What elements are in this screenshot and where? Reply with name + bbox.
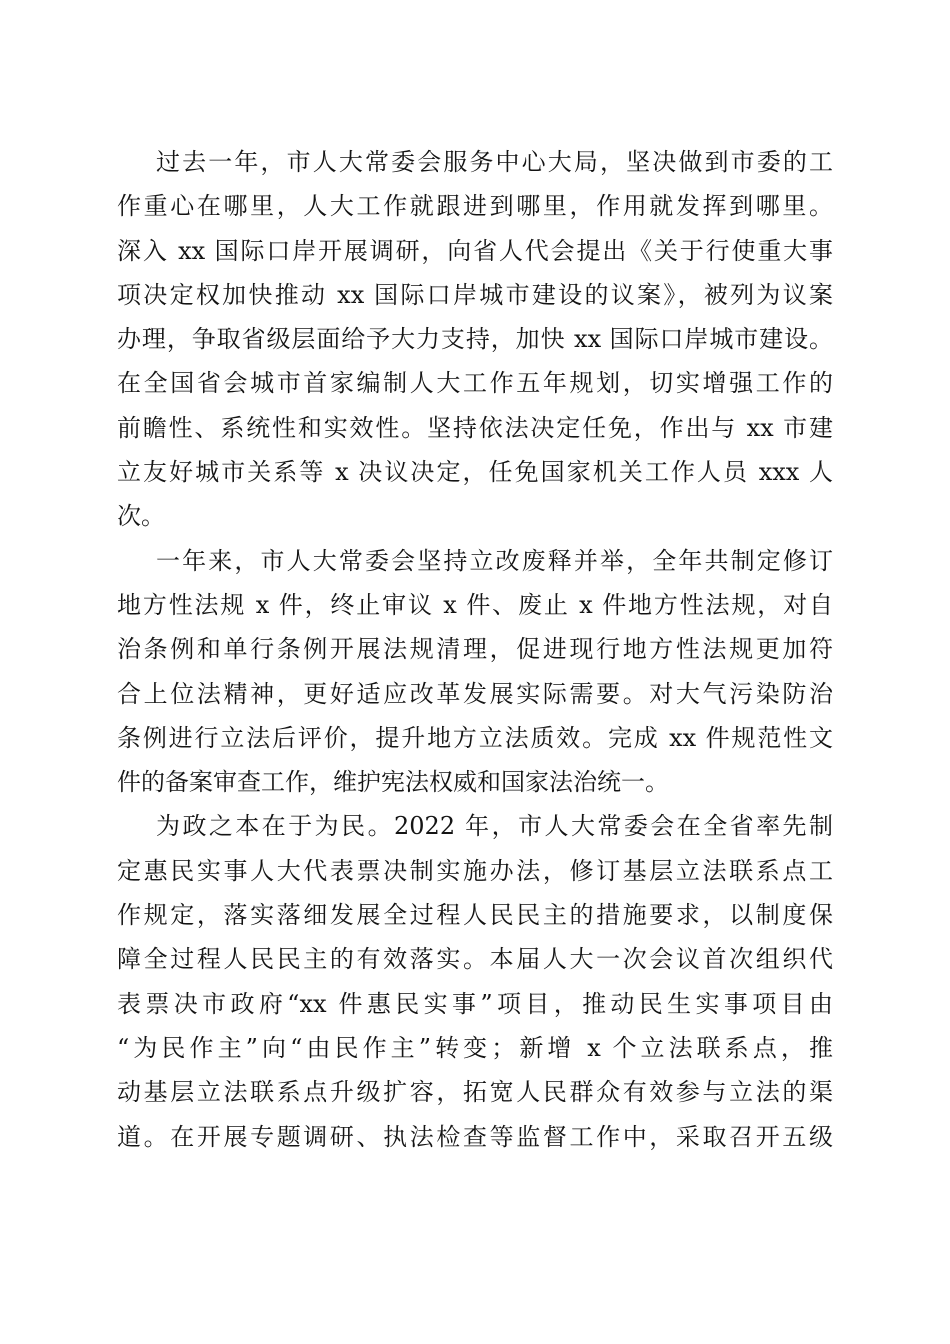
text-line: “为民作主”向“由民作主”转变；新增 x 个立法联系点，推 <box>117 1033 833 1062</box>
text-line: 为政之本在于为民。2022 年，市人大常委会在全省率先制 <box>156 812 833 841</box>
text-line: 办理，争取省级层面给予大力支持，加快 xx 国际口岸城市建设。 <box>117 325 833 354</box>
text-line: 过去一年，市人大常委会服务中心大局，坚决做到市委的工 <box>156 148 833 176</box>
text-line: 作规定，落实落细发展全过程人民民主的措施要求，以制度保 <box>117 901 833 930</box>
paragraph-2 <box>117 539 833 805</box>
text-line: 障全过程人民民主的有效落实。本届人大一次会议首次组织代 <box>117 945 833 974</box>
text-line: 治条例和单行条例开展法规清理，促进现行地方性法规更加符 <box>117 635 833 664</box>
paragraph-3 <box>117 804 833 1158</box>
text-line: 立友好城市关系等 x 决议决定，任免国家机关工作人员 xxx 人 <box>117 458 833 487</box>
text-line: 作重心在哪里，人大工作就跟进到哪里，作用就发挥到哪里。 <box>117 192 833 221</box>
text-line: 地方性法规 x 件，终止审议 x 件、废止 x 件地方性法规，对自 <box>117 590 833 619</box>
document-body <box>117 140 833 1159</box>
text-line: 前瞻性、系统性和实效性。坚持依法决定任免，作出与 xx 市建 <box>117 413 833 442</box>
text-line: 次。 <box>117 502 165 531</box>
text-line: 一年来，市人大常委会坚持立改废释并举，全年共制定修订 <box>156 546 833 575</box>
text-line: 件的备案审查工作，维护宪法权威和国家法治统一。 <box>117 768 669 797</box>
paragraph-1 <box>117 140 833 539</box>
text-line: 表票决市政府“xx 件惠民实事”项目，推动民生实事项目由 <box>117 989 833 1018</box>
text-line: 定惠民实事人大代表票决制实施办法，修订基层立法联系点工 <box>117 856 833 885</box>
text-line: 条例进行立法后评价，提升地方立法质效。完成 xx 件规范性文 <box>117 723 833 752</box>
text-line: 合上位法精神，更好适应改革发展实际需要。对大气污染防治 <box>117 679 833 708</box>
text-line: 深入 xx 国际口岸开展调研，向省人代会提出《关于行使重大事 <box>117 236 833 265</box>
text-line: 在全国省会城市首家编制人大工作五年规划，切实增强工作的 <box>117 369 833 398</box>
text-line: 道。在开展专题调研、执法检查等监督工作中，采取召开五级 <box>117 1122 833 1151</box>
text-line: 项决定权加快推动 xx 国际口岸城市建设的议案》，被列为议案 <box>117 280 833 309</box>
text-line: 动基层立法联系点升级扩容，拓宽人民群众有效参与立法的渠 <box>117 1078 833 1107</box>
